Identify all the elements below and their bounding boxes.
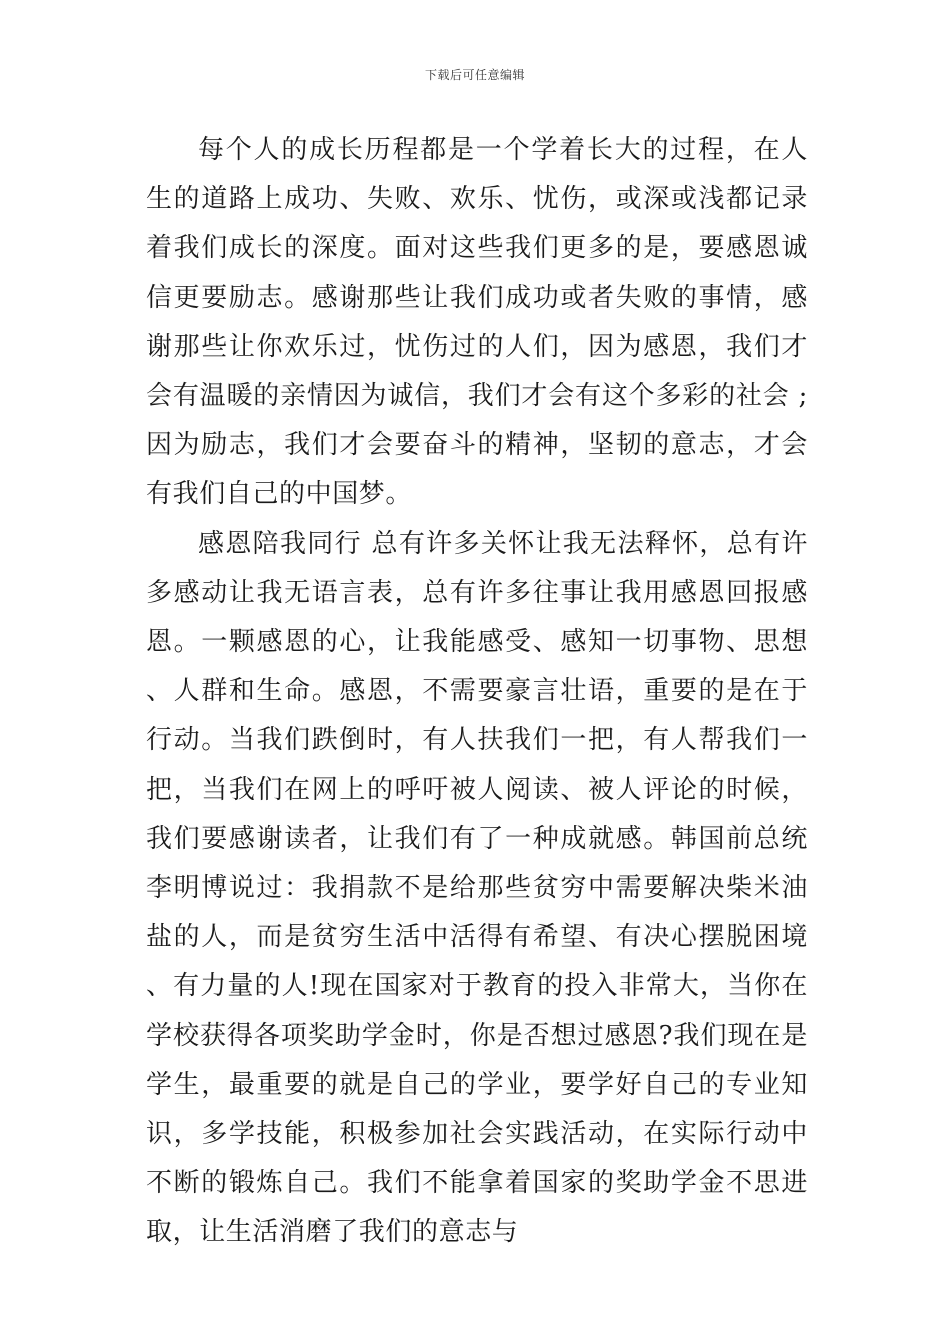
document-body: [146, 126, 808, 1258]
header-note: 下载后可任意编辑: [424, 68, 525, 82]
paragraph-2: 感恩陪我同行 总有许多关怀让我无法释怀，总有许多感动让我无语言表，总有许多往事让我用感恩回报感恩。一颗感恩的心，让我能感受、感知一切事物、思想、人群和生命。感恩，不需要豪言壮语，重要的是在于行动。当我们跌倒时，有人扶我们一把，有人帮我们一把，当我们在网上的呼吁被人阅读、被人评论的时候，我们要感谢读者，让我们有了一种成就感。韩国前总统李明博说过：我捐款不是给那些贫穷中需要解决柴米油盐的人，而是贫穷生活中活得有希望、有决心摆脱困境、有力量的人!现在国家对于教育的投入非常大，当你在学校获得各项奖助学金时，你是否想过感恩?我们现在是学生，最重要的就是自己的学业，要学好自己的专业知识，多学技能，积极参加社会实践活动，在实际行动中不断的锻炼自己。我们不能拿着国家的奖助学金不思进取，让生活消磨了我们的意志与: [146, 528, 808, 1248]
paragraph-1: 每个人的成长历程都是一个学着长大的过程，在人生的道路上成功、失败、欢乐、忧伤，或深或浅都记录着我们成长的深度。面对这些我们更多的是，要感恩诚信更要励志。感谢那些让我们成功或者失败的事情，感谢那些让你欢乐过，忧伤过的人们，因为感恩，我们才会有温暖的亲情因为诚信，我们才会有这个多彩的社会 ;因为励志，我们才会要奋斗的精神，坚韧的意志，才会有我们自己的中国梦。: [146, 135, 808, 510]
